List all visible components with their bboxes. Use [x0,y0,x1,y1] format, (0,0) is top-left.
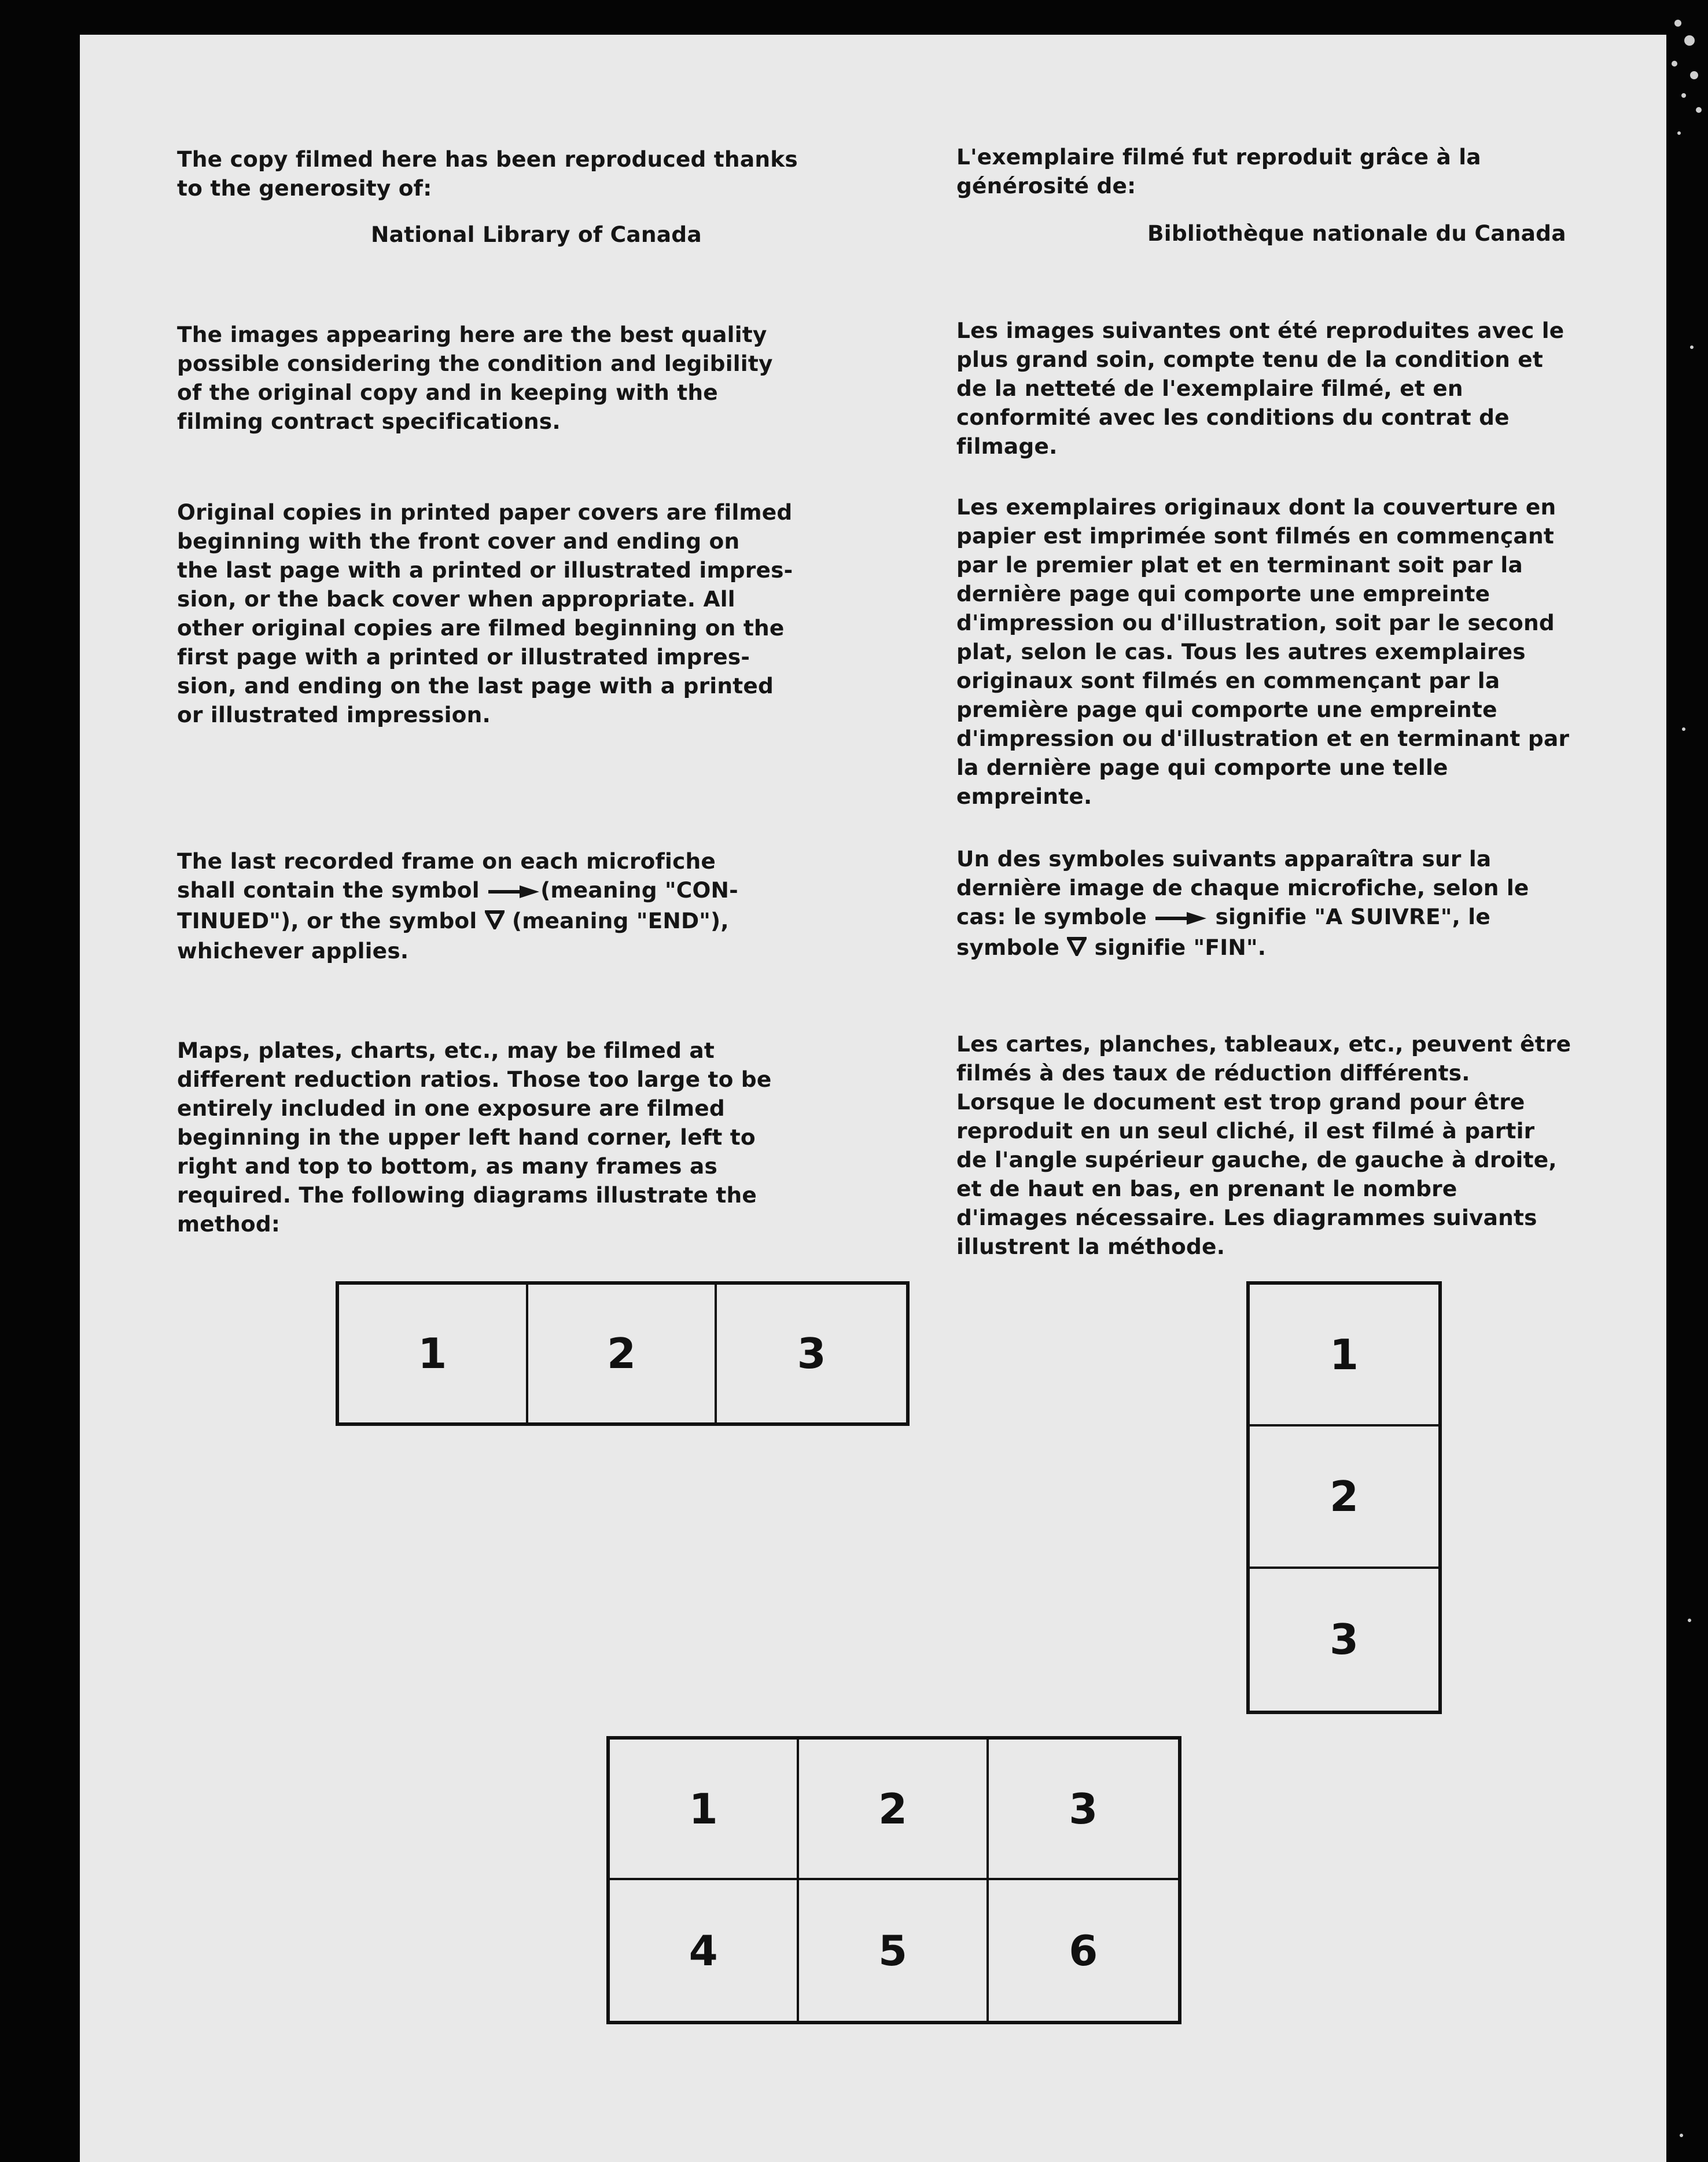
text-line: Maps, plates, charts, etc., may be filmed at [177,1038,715,1063]
text-line [177,876,929,906]
english-thanks [177,145,929,203]
text-line: dernière image de chaque microfiche, selon le [956,875,1529,900]
text-line: d'images nécessaire. Les diagrammes suivants [956,1205,1537,1230]
text-line: conformité avec les conditions du contrat de [956,405,1510,430]
text-fragment: signifie "A SUIVRE", le [1208,904,1490,929]
text-line: Les exemplaires originaux dont la couverture en [956,494,1556,520]
french-maps-paragraph [956,1029,1666,1261]
text-line: papier est imprimée sont filmés en commençant [956,523,1554,549]
text-fragment: (meaning "END"), [504,907,729,933]
text-line: empreinte. [956,784,1092,809]
text-line: de l'angle supérieur gauche, de gauche à droite, [956,1147,1557,1172]
text-line: different reduction ratios. Those too large to be [177,1067,772,1092]
text-line: method: [177,1211,281,1237]
text-line: The images appearing here are the best quality [177,322,767,347]
frame-cell: 1 [610,1740,799,1880]
text-line: first page with a printed or illustrated impres- [177,644,750,670]
text-line: possible considering the condition and legibility [177,351,773,376]
text-line: right and top to bottom, as many frames as [177,1153,717,1179]
text-line: to the generosity of: [177,175,432,201]
grid-frames-diagram [606,1736,1181,2024]
text-line: de la netteté de l'exemplaire filmé, et en [956,376,1463,401]
frame-cell: 3 [797,1329,826,1378]
text-line: filmés à des taux de réduction différents. [956,1060,1470,1086]
text-line [177,906,929,937]
text-line: d'impression ou d'illustration, soit par le second [956,610,1555,635]
text-line: or illustrated impression. [177,702,491,727]
text-line: beginning with the front cover and ending on [177,528,740,554]
frame-cell: 6 [1069,1926,1098,1975]
text-line: d'impression ou d'illustration et en terminant par [956,726,1570,751]
text-line: plus grand soin, compte tenu de la condition et [956,347,1544,372]
text-fragment: (meaning "CON- [540,877,738,903]
text-line [956,902,1666,933]
frame-cell: 4 [610,1880,799,2021]
text-line [956,933,1666,964]
continued-arrow-icon [1154,904,1208,933]
french-thanks [956,142,1666,200]
text-line: required. The following diagrams illustrate the [177,1182,757,1208]
scan-edge-specks [1666,0,1708,2162]
text-line: entirely included in one exposure are filmed [177,1095,725,1121]
text-line: Les images suivantes ont été reproduites avec le [956,318,1565,343]
frame-cell: 2 [1250,1426,1438,1568]
frame-cell: 5 [799,1880,988,2021]
text-fragment: TINUED"), or the symbol [177,907,485,933]
vertical-frames-diagram [1246,1281,1442,1714]
text-line: la dernière page qui comporte une telle [956,755,1448,780]
french-quality-paragraph [956,316,1666,461]
english-quality-paragraph [177,320,929,436]
french-frame-paragraph [956,844,1666,963]
text-line: Lorsque le document est trop grand pour être [956,1089,1525,1115]
text-line: par le premier plat et en terminant soit par la [956,552,1523,578]
text-line: whichever applies. [177,938,409,964]
text-line: première page qui comporte une empreinte [956,697,1497,722]
end-triangle-icon [485,907,505,936]
english-institution [177,220,929,249]
text-line: Les cartes, planches, tableaux, etc., peuvent être [956,1031,1571,1057]
english-original-paragraph [177,498,929,729]
text-line: plat, selon le cas. Tous les autres exemplaires [956,639,1526,664]
frame-cell: 2 [528,1285,717,1422]
text-line: sion, and ending on the last page with a printed [177,673,774,698]
text-line: générosité de: [956,173,1136,198]
text-fragment: signifie "FIN". [1087,934,1267,960]
text-fragment: symbole [956,934,1068,960]
text-fragment: shall contain the symbol [177,877,488,903]
text-line: beginning in the upper left hand corner, left to [177,1124,756,1150]
text-line: L'exemplaire filmé fut reproduit grâce à la [956,144,1481,170]
text-line: other original copies are filmed beginning on the [177,615,785,641]
frame-cell: 2 [799,1740,988,1880]
institution-name: National Library of Canada [371,222,702,247]
frame-cell: 1 [339,1285,528,1422]
continued-arrow-icon [487,877,540,906]
text-line: et de haut en bas, en prenant le nombre [956,1176,1457,1201]
frame-cell: 3 [989,1740,1178,1880]
text-line: Original copies in printed paper covers are filmed [177,499,793,525]
text-line: originaux sont filmés en commençant par la [956,668,1500,693]
text-line: the last page with a printed or illustrated impres- [177,557,793,583]
text-line: reproduit en un seul cliché, il est filmé à partir [956,1118,1535,1143]
institution-name: Bibliothèque nationale du Canada [1147,220,1566,246]
text-line: Un des symboles suivants apparaîtra sur la [956,846,1492,872]
text-line: sion, or the back cover when appropriate. All [177,586,735,612]
french-original-paragraph [956,492,1666,811]
english-frame-paragraph [177,847,929,965]
text-line: illustrent la méthode. [956,1234,1225,1259]
text-line: filmage. [956,433,1058,459]
end-triangle-icon [1067,934,1087,963]
document-page [80,35,1666,2162]
text-line: of the original copy and in keeping with the [177,380,718,405]
text-line: dernière page qui comporte une empreinte [956,581,1490,606]
english-maps-paragraph [177,1036,929,1238]
frame-cell: 1 [1250,1285,1438,1426]
text-line: The last recorded frame on each microfiche [177,848,716,874]
french-institution [956,219,1666,248]
text-fragment: cas: le symbole [956,904,1155,929]
text-line: filming contract specifications. [177,409,561,434]
text-line: The copy filmed here has been reproduced thanks [177,146,798,172]
horizontal-frames-diagram [336,1281,910,1426]
frame-cell: 3 [1329,1615,1359,1664]
